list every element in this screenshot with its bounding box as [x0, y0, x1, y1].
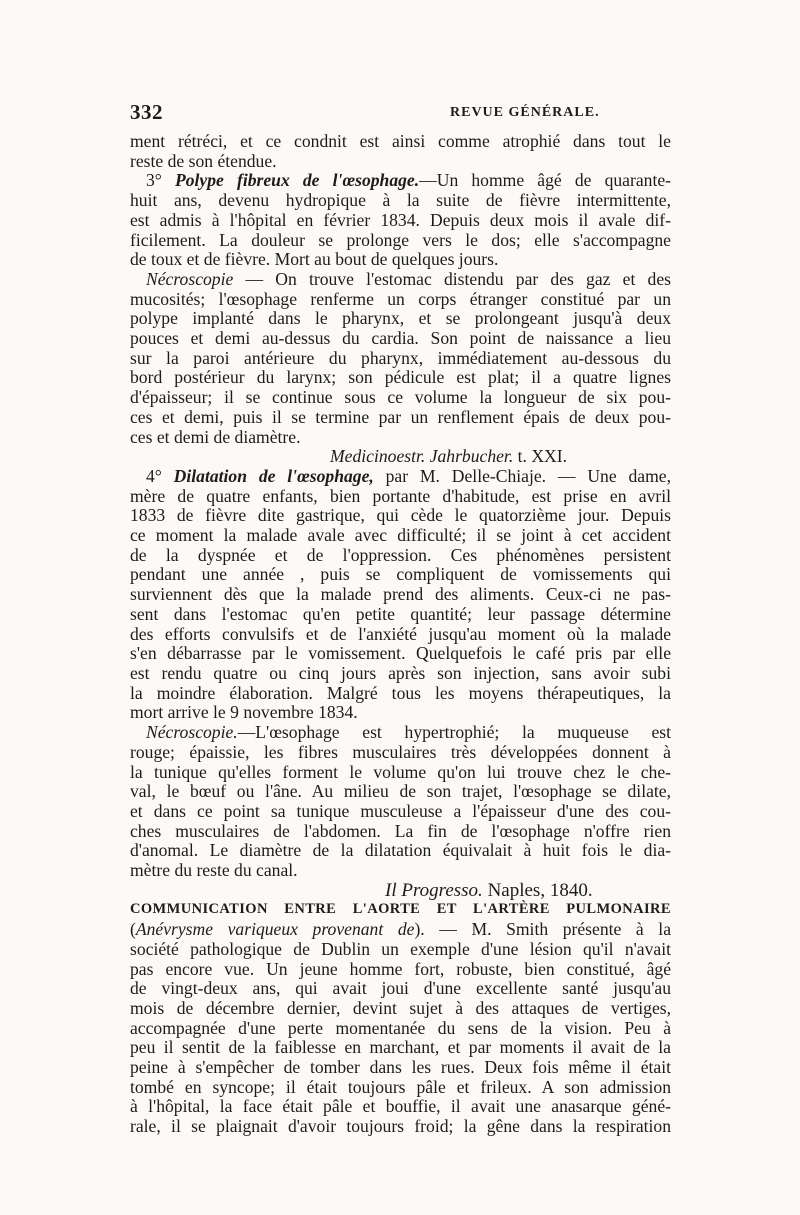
text-line: surviennent dès que la malade prend des aliments. Ceux-ci ne pas- — [130, 584, 671, 605]
text-line: est rendu quatre ou cinq jours après son injection, sans avoir subi — [130, 662, 671, 683]
page-number: 332 — [130, 100, 163, 124]
text-line: ches musculaires de l'abdomen. La fin de l'œsophage n'offre rien — [130, 820, 671, 841]
text-segment: Polype fibreux de l'œsophage. — [174, 170, 420, 191]
text-segment: t. XXI. — [513, 446, 567, 467]
text-segment: ( — [130, 919, 136, 940]
text-line: accompagnée d'une perte momentanée du sens de la vision. Peu à — [130, 1017, 671, 1038]
text-line: à l'hôpital, la face était pâle et bouffie, il avait une anasarque géné- — [130, 1096, 671, 1117]
text-segment: 4° — [146, 465, 174, 486]
text-line: mort arrive le 9 novembre 1834. — [130, 702, 358, 723]
text-segment: par M. Delle-Chiaje. — Une dame, — [373, 465, 671, 486]
text-line: de toux et de fièvre. Mort au bout de quelques jours. — [130, 249, 499, 270]
text-line: mucosités; l'œsophage renferme un corps étranger constitué par un — [130, 288, 671, 309]
text-segment: ). — M. Smith présente à la — [414, 919, 671, 940]
text-line: peine à s'empêcher de tomber dans les rues. Deux fois même il était — [130, 1057, 671, 1078]
text-line: pendant une année , puis se compliquent de vomissements qui — [130, 564, 671, 585]
text-segment: Nécroscopie. — [146, 722, 238, 743]
text-line: pas encore vue. Un jeune homme fort, robuste, bien constitué, âgé — [130, 958, 671, 979]
text-segment: — On trouve l'estomac distendu par des gaz et des — [233, 268, 671, 289]
text-line — [130, 171, 671, 191]
text-line: huit ans, devenu hydropique à la suite de fièvre intermittente, — [130, 190, 671, 211]
text-line: reste de son étendue. — [130, 150, 277, 171]
text-line: peu il sentit de la faiblesse en marchant, et par moments il avait de la — [130, 1037, 671, 1058]
text-line: sur la paroi antérieure du pharynx, immédiatement au-dessous du — [130, 347, 671, 368]
text-line: sent dans l'estomac qu'en petite quantité; leur passage détermine — [130, 603, 671, 624]
text-line: société pathologique de Dublin un exemple d'une lésion qu'il n'avait — [130, 938, 671, 959]
running-head: REVUE GÉNÉRALE. — [450, 105, 600, 120]
body-text — [130, 132, 671, 1137]
text-line: ces et demi de diamètre. — [130, 426, 301, 447]
text-line: rouge; épaissie, les fibres musculaires très développées donnent à — [130, 741, 671, 762]
text-segment: 3° — [146, 170, 175, 191]
text-line: ce moment la malade avale avec difficulté; il se joint à cet accident — [130, 525, 671, 546]
text-segment: —L'œsophage est hypertrophié; la muqueuse est — [237, 722, 671, 743]
text-line: mètre du reste du canal. — [130, 860, 298, 881]
text-line: s'en débarrasse par le vomissement. Quelquefois le café pris par elle — [130, 643, 671, 664]
text-line: ment rétréci, et ce condnit est ainsi comme atrophié dans tout le — [130, 131, 671, 151]
text-segment: Il Progresso. — [385, 879, 483, 901]
text-line — [130, 881, 671, 901]
text-line: 1833 de fièvre dite gastrique, qui cède le quatorzième jour. Depuis — [130, 505, 671, 526]
text-line: pouces et demi au-dessus du cardia. Son point de naissance a lieu — [130, 328, 671, 349]
page-header — [130, 100, 670, 130]
text-line: ficilement. La douleur se prolonge vers le dos; elle s'accompagne — [130, 229, 671, 250]
text-line: ces et demi, puis il se termine par un renflement épais de deux pou- — [130, 406, 671, 427]
text-line: de la dyspnée et de l'oppression. Ces phénomènes persistent — [130, 544, 671, 565]
text-line: mois de décembre dernier, devint sujet à des attaques de vertiges, — [130, 997, 671, 1018]
text-line: COMMUNICATION ENTRE L'AORTE ET L'ARTÈRE PULMONAIRE — [130, 901, 671, 918]
text-segment: Anévrysme variqueux provenant de — [135, 919, 415, 940]
text-line — [130, 270, 671, 290]
text-segment: Dilatation de l'œsophage, — [173, 465, 374, 486]
text-line: polype implanté dans le pharynx, et se prolongeant jusqu'à deux — [130, 308, 671, 329]
text-line: des efforts convulsifs et de l'anxiété jusqu'au moment où la malade — [130, 623, 671, 644]
text-line: rale, il se plaignait d'avoir toujours froid; la gêne dans la respiration — [130, 1116, 671, 1137]
text-line — [130, 467, 671, 487]
text-line — [130, 447, 671, 467]
text-line: d'épaisseur; il se continue sous ce volume la longueur de six pou- — [130, 387, 671, 408]
text-line: la moindre élaboration. Malgré tous les moyens thérapeutiques, la — [130, 682, 671, 703]
text-line: tombé en syncope; il était toujours pâle et frileux. A son admission — [130, 1076, 671, 1097]
text-line: d'anomal. Le diamètre de la dilatation équivalait à huit fois le dia- — [130, 840, 671, 861]
text-line: de vingt-deux ans, qui avait joui d'une excellente santé jusqu'au — [130, 978, 671, 999]
text-line: la tunique qu'elles forment le volume qu'on lui trouve chez le che- — [130, 761, 671, 782]
text-segment: Nécroscopie — [146, 268, 234, 289]
text-line: est admis à l'hôpital en février 1834. Depuis deux mois il avale dif- — [130, 209, 671, 230]
text-line: et dans ce point sa tunique musculeuse a l'épaisseur d'une des cou- — [130, 800, 671, 821]
text-line: mère de quatre enfants, bien portante d'habitude, est prise en avril — [130, 485, 671, 506]
text-line: bord postérieur du larynx; son pédicule est plat; il a quatre lignes — [130, 367, 671, 388]
text-segment: Medicinoestr. Jahrbucher. — [330, 446, 514, 467]
text-line — [130, 920, 671, 940]
text-segment: —Un homme âgé de quarante- — [419, 170, 672, 191]
text-line: val, le bœuf ou l'âne. Au milieu de son trajet, l'œsophage se dilate, — [130, 781, 671, 802]
text-line — [130, 723, 671, 743]
text-segment: Naples, 1840. — [482, 879, 593, 901]
